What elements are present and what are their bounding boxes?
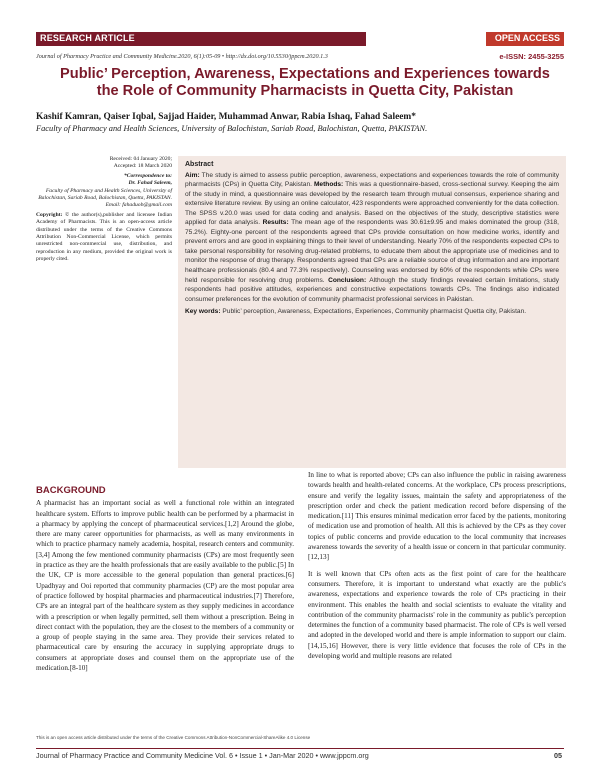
aim-text: The study is aimed to assess public perception, awareness, expectations and experiences towards the role of community pharmacists (CPs) in Quetta City, Pakistan. bbox=[185, 171, 560, 189]
conclusion-text: Although the study findings revealed certain limitations, study respondents had positive attitudes, experiences and constructive expectations towards CPs. The findings also indicated consumer preferences for the evolution of community pharmacist professional services in Pakistan. bbox=[185, 276, 559, 303]
correspondence-label: *Correspondence to: bbox=[123, 172, 172, 179]
copyright-notice bbox=[36, 212, 172, 264]
top-banner bbox=[36, 32, 564, 47]
results-label: Results: bbox=[262, 219, 289, 227]
body-paragraph: In line to what is reported above; CPs can also influence the public in raising awareness towards health and health-related concerns. At the workplace, CPs process prescriptions, ensure and verify the legality issues, maintain the safety and appropriateness of the prescription order and check the patient medication record before dispensing of the medication.[11] This ensures minimal medication error faced by the patients, monitoring of medication use and promotion of health. All this is achieved by the CPs as they cover topics of public concerns and provide education to the local community that increases awareness towards the severity of a health issue or concern in that particular community.[12,13] bbox=[308, 471, 566, 562]
page-footer bbox=[36, 748, 564, 762]
copyright-label: Copyright: bbox=[36, 211, 63, 218]
body-paragraph: It is well known that CPs often acts as the first point of care for the healthcare consumers. Therefore, it is important to understand what exactly are the public's awareness, expectations and experience towards the role of CPs practicing in their environment. This enables the health and social scientists to evaluate the vitality and contribution of the community pharmacists' role in the community as public's perception determines the function of a community based pharmacist. The role of CPs is well versed and adopted in the developed world and there is ample information to support our claim.[14,15,16] However, there is very little evidence that focuses the role of CPs in the developing world and multiple reasons are related bbox=[308, 569, 566, 661]
correspondence-email: Email: fahaduob@gmail.com bbox=[105, 202, 172, 209]
methods-text: This was a questionnaire-based, cross-sectional survey. Keeping the aim of the study in mind, a questionnaire was developed by the research team through mutual consensus, experience sharing and extensive literature review. By using an online calculator, 423 respondents were approached conveniently for the data collection. The SPSS v.20.0 was used for data coding and analysis. Based on the objectives of the study, descriptive statistics were applied for data analysis. bbox=[185, 181, 559, 227]
author-list: Kashif Kamran, Qaiser Iqbal, Sajjad Haider, Muhammad Anwar, Rabia Ishaq, Fahad Saleem* bbox=[36, 112, 416, 122]
license-note: This is an open access article distributed under the terms of the Creative Commons Attribution-NonCommercial-ShareAlike 4.0 License bbox=[36, 735, 311, 740]
affiliation: Faculty of Pharmacy and Health Sciences, University of Balochistan, Sariab Road, Balochistan, Quetta, PAKISTAN. bbox=[36, 124, 428, 133]
body-paragraph: A pharmacist has an important social as well a functional role within an integrated healthcare system. Efforts to improve public health can be performed by a pharmacist in a pharmacy by applying the concept of pharmaceutical services.[1,2] Around the globe, there are many career opportunities for pharmacists, as well as many environments in which to practice pharmacy namely academia, hospital, research centers and community.[3,4] Among the few mentioned community pharmacists (CPs) are most frequently seen in practice as they are the health professionals that are easily available to the public.[5] In the UK, CP is more accessible to the general population than general practices.[6] Upadhyay and Ooi reported that community pharmacies (CP) are the most popular area of practice followed by hospital pharmacies and pharmaceutical industries.[7] Therefore, CPs are an integral part of the healthcare system as they supply medicines in accordance with a prescription or when legally permitted, sell them without a prescription. Being in direct contact with the population, they are the closest to the members of a community or a group of people staying in the same area. They provide their services related to pharmaceutical care by ensuring the accuracy in supplying appropriate drugs to consumers at appropriate doses and counsel them on the appropriate use of the medication.[8-10] bbox=[36, 499, 294, 673]
abstract-box bbox=[178, 156, 566, 468]
keywords-text: Public’ perception, Awareness, Expectations, Experiences, Community pharmacist Quetta city, Pakistan. bbox=[222, 308, 527, 316]
page-number: 05 bbox=[554, 751, 562, 760]
article-title: Public’ Perception, Awareness, Expectations and Experiences towards the Role of Community Pharmacists in Quetta City, Pakistan bbox=[60, 66, 550, 99]
correspondence-address: Faculty of Pharmacy and Health Sciences, University of Balochistan, Sariab Road, Balochistan, Quetta, PAKISTAN. bbox=[38, 187, 172, 202]
footer-journal: Journal of Pharmacy Practice and Community Medicine Vol. 6 • Issue 1 • Jan-Mar 2020 • www.jppcm.org bbox=[36, 751, 369, 760]
body-column-left bbox=[36, 486, 294, 679]
correspondence-name: Dr. Fahad Saleem, bbox=[128, 180, 172, 187]
body-column-right bbox=[308, 470, 566, 667]
section-tag: RESEARCH ARTICLE bbox=[36, 32, 366, 46]
citation-line: Journal of Pharmacy Practice and Community Medicine.2020, 6(1):05-09 • http://dx.doi.org/10.5530/jppcm.2020.1.3 bbox=[36, 53, 328, 60]
accepted-date: Accepted: 18 March 2020 bbox=[113, 163, 172, 170]
copyright-text: © the author(s),publisher and licensee Indian Academy of Pharmacists. This is an open-access article distributed under the terms of the Creative Commons Attribution Non-Commercial License, which permits unrestricted non-commercial use, distribution, and reproduction in any medium, provided the original work is properly cited. bbox=[36, 211, 172, 263]
open-access-tag: OPEN ACCESS bbox=[486, 32, 564, 46]
abstract-body bbox=[185, 171, 559, 305]
issn: e-ISSN: 2455-3255 bbox=[499, 52, 564, 61]
article-info-sidebar bbox=[36, 156, 172, 264]
keywords-label: Key words: bbox=[185, 308, 221, 316]
conclusion-label: Conclusion: bbox=[328, 276, 367, 284]
results-text: The mean age of the respondents was 30.61±9.95 and males dominated the group (318, 75.2%). Eighty-one percent of the respondents agreed that CPs provide consultation on how medicine works, identify and prevent errors and are good in explaining things to their level of understanding. Nearly 70% of the respondents expected CPs to take personal responsibility for resolving drug-related problems, to educate them about the appropriate use of medicines and to monitor the response of drug therapy. Respondents agreed that CPs are a reliable source of drug information and are important healthcare professionals (80.4 and 77.3% respectively). Counseling was endorsed by 60% of the respondents while CPs were held responsible for resolving drug problems. bbox=[185, 219, 559, 284]
keywords bbox=[185, 307, 559, 317]
background-heading: BACKGROUND bbox=[36, 485, 106, 496]
aim-label: Aim: bbox=[185, 171, 200, 179]
methods-label: Methods: bbox=[313, 181, 344, 189]
abstract-heading: Abstract bbox=[185, 161, 214, 168]
received-date: Received: 04 January 2020; bbox=[109, 156, 172, 162]
